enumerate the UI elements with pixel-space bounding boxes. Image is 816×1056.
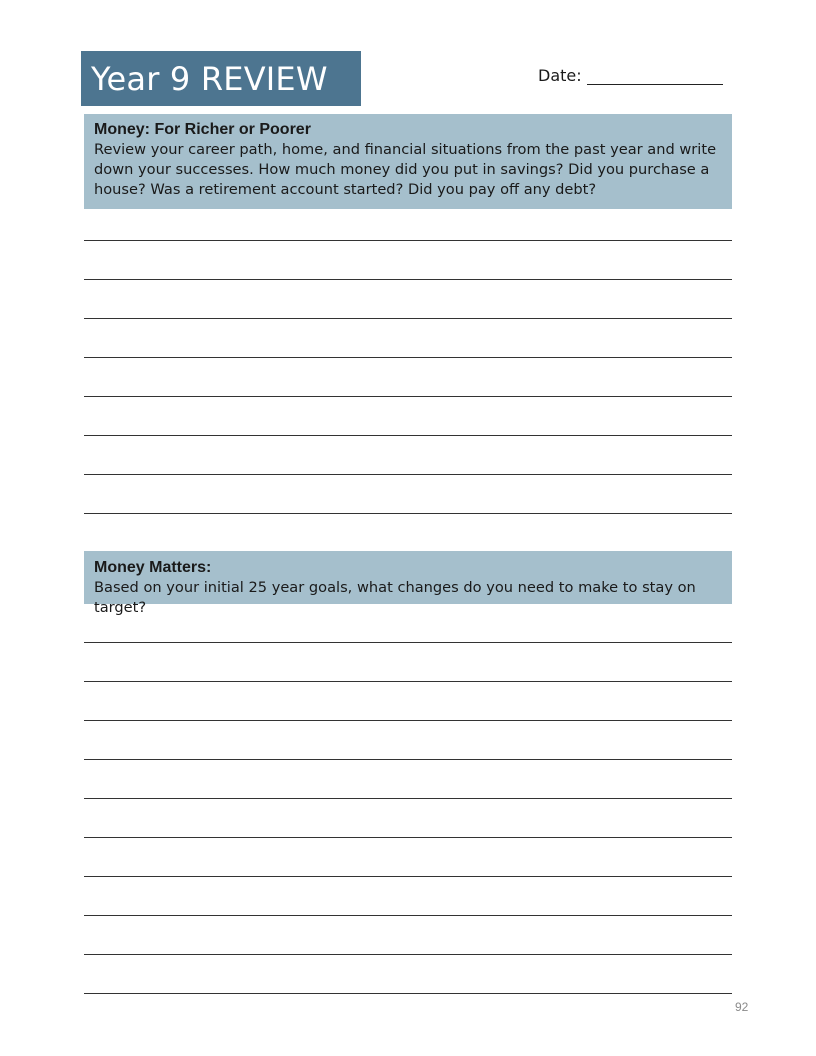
writing-line[interactable] bbox=[84, 396, 732, 397]
writing-line[interactable] bbox=[84, 435, 732, 436]
writing-line[interactable] bbox=[84, 798, 732, 799]
writing-line[interactable] bbox=[84, 876, 732, 877]
writing-line[interactable] bbox=[84, 915, 732, 916]
writing-line[interactable] bbox=[84, 837, 732, 838]
page-title: Year 9 REVIEW bbox=[91, 59, 328, 98]
section-prompt-line: Based on your initial 25 year goals, what changes do you need to make to stay on target? bbox=[94, 579, 696, 616]
date-label: Date: bbox=[538, 66, 582, 85]
writing-line[interactable] bbox=[84, 318, 732, 319]
writing-line[interactable] bbox=[84, 357, 732, 358]
writing-line[interactable] bbox=[84, 279, 732, 280]
writing-line[interactable] bbox=[84, 642, 732, 643]
page-title-box bbox=[81, 51, 361, 106]
date-row bbox=[538, 66, 723, 85]
section-title: Money Matters: bbox=[94, 559, 212, 576]
writing-line[interactable] bbox=[84, 993, 732, 994]
section-title: Money: For Richer or Poorer bbox=[94, 121, 311, 138]
section-prompt-line: down your successes. How much money did you put in savings? Did you purchase a bbox=[94, 161, 710, 178]
writing-line[interactable] bbox=[84, 240, 732, 241]
writing-line[interactable] bbox=[84, 681, 732, 682]
writing-line[interactable] bbox=[84, 474, 732, 475]
writing-line[interactable] bbox=[84, 954, 732, 955]
writing-line[interactable] bbox=[84, 759, 732, 760]
writing-line[interactable] bbox=[84, 513, 732, 514]
date-field[interactable] bbox=[587, 66, 723, 85]
writing-line[interactable] bbox=[84, 720, 732, 721]
section-header-richer-poorer bbox=[84, 114, 732, 209]
section-header-money-matters bbox=[84, 551, 732, 616]
section-prompt-line: Review your career path, home, and financial situations from the past year and write bbox=[94, 141, 717, 158]
section-prompt-line: house? Was a retirement account started? Did you pay off any debt? bbox=[94, 181, 597, 198]
page-number: 92 bbox=[735, 1000, 749, 1014]
